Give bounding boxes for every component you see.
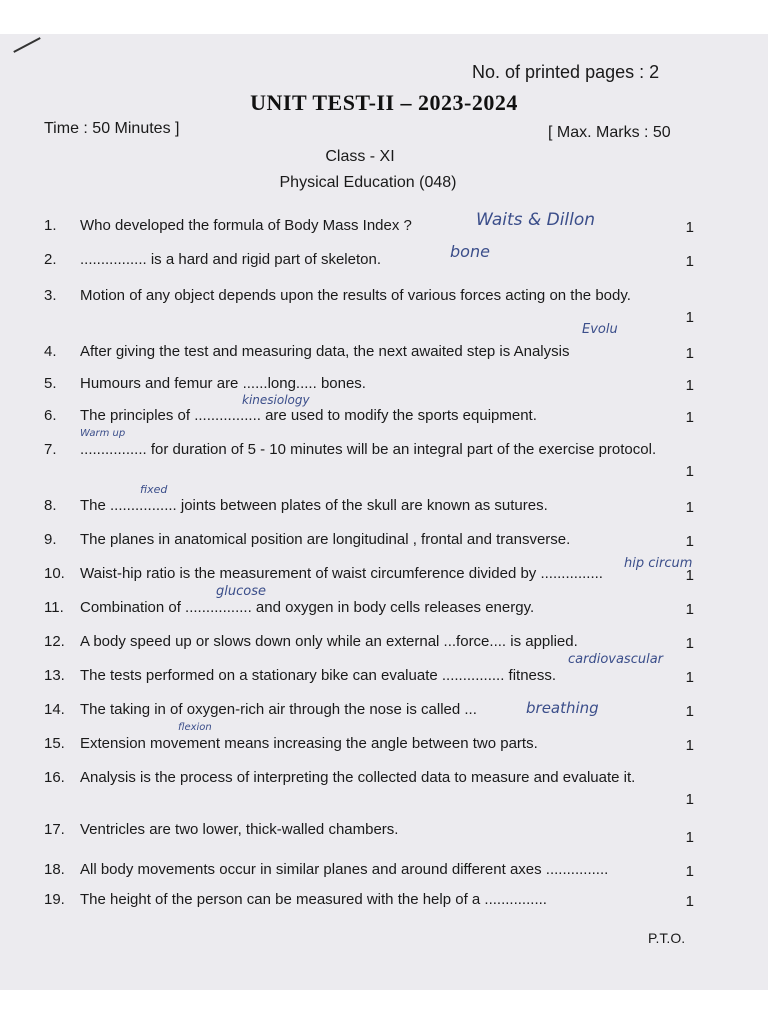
question-marks: 1 xyxy=(685,791,694,808)
question-number: 5. xyxy=(44,375,57,392)
question-text: The planes in anatomical position are longitudinal , frontal and transverse. xyxy=(80,531,571,548)
question-marks: 1 xyxy=(685,635,694,652)
question-text: Waist-hip ratio is the measurement of waist circumference divided by ............... xyxy=(80,565,603,582)
question-marks: 1 xyxy=(685,219,694,236)
question-number: 9. xyxy=(44,531,57,548)
question-marks: 1 xyxy=(685,409,694,426)
question-marks: 1 xyxy=(685,669,694,686)
question-marks: 1 xyxy=(685,253,694,270)
question-number: 19. xyxy=(44,891,65,908)
question-number: 3. xyxy=(44,287,57,304)
class-label: Class - XI xyxy=(325,148,395,165)
printed-pages-note: No. of printed pages : 2 xyxy=(472,62,660,82)
question-marks: 1 xyxy=(685,533,694,550)
question-number: 11. xyxy=(44,599,64,616)
handwritten-answer: Evolu xyxy=(582,322,618,337)
question-marks: 1 xyxy=(685,893,694,910)
question-text: ................ is a hard and rigid part of skeleton. xyxy=(80,251,381,268)
question-marks: 1 xyxy=(685,829,694,846)
question-text: All body movements occur in similar planes and around different axes ............... xyxy=(80,861,609,878)
subject-label: Physical Education (048) xyxy=(279,174,457,191)
handwritten-answer: kinesiology xyxy=(242,393,310,407)
question-marks: 1 xyxy=(685,863,694,880)
question-number: 14. xyxy=(44,701,65,718)
question-number: 4. xyxy=(44,343,57,360)
question-text: The principles of ................ are used to modify the sports equipment. xyxy=(80,407,537,424)
question-text: The height of the person can be measured with the help of a ............... xyxy=(80,891,547,908)
question-number: 6. xyxy=(44,407,57,424)
question-marks: 1 xyxy=(685,499,694,516)
question-number: 15. xyxy=(44,735,65,752)
handwritten-answer: bone xyxy=(450,242,490,261)
question-marks: 1 xyxy=(685,601,694,618)
question-text: Combination of ................ and oxygen in body cells releases energy. xyxy=(80,599,535,616)
question-number: 18. xyxy=(44,861,65,878)
question-number: 1. xyxy=(44,217,57,234)
question-text: The tests performed on a stationary bike can evaluate ............... fitness. xyxy=(80,667,557,684)
question-text: A body speed up or slows down only while an external ...force.... is applied. xyxy=(80,633,578,650)
question-text: After giving the test and measuring data, the next awaited step is Analysis xyxy=(80,343,570,360)
handwritten-answer: Waits & Dillon xyxy=(476,210,596,230)
exam-paper xyxy=(0,34,768,990)
question-number: 16. xyxy=(44,769,65,786)
question-text: Who developed the formula of Body Mass Index ? xyxy=(80,217,412,234)
pen-mark xyxy=(13,37,40,53)
question-text: Analysis is the process of interpreting the collected data to measure and evaluate it. xyxy=(80,769,636,786)
max-marks: [ Max. Marks : 50 xyxy=(548,124,671,141)
question-number: 10. xyxy=(44,565,65,582)
question-marks: 1 xyxy=(685,463,694,480)
handwritten-answer: breathing xyxy=(526,699,599,717)
question-number: 17. xyxy=(44,821,65,838)
handwritten-answer: cardiovascular xyxy=(568,652,664,667)
handwritten-answer: Warm up xyxy=(80,428,126,439)
question-text: The ................ joints between plates of the skull are known as sutures. xyxy=(80,497,548,514)
question-number: 7. xyxy=(44,441,57,458)
question-text: Motion of any object depends upon the results of various forces acting on the body. xyxy=(80,287,631,304)
time-allowed: Time : 50 Minutes ] xyxy=(44,120,180,137)
question-marks: 1 xyxy=(685,567,694,584)
question-marks: 1 xyxy=(685,703,694,720)
question-text: Humours and femur are ......long..... bones. xyxy=(80,375,366,392)
handwritten-answer: glucose xyxy=(216,584,266,599)
question-text: Extension movement means increasing the angle between two parts. xyxy=(80,735,538,752)
question-text: The taking in of oxygen-rich air through the nose is called ... xyxy=(80,701,477,718)
handwritten-answer: flexion xyxy=(178,722,212,733)
question-marks: 1 xyxy=(685,345,694,362)
question-number: 2. xyxy=(44,251,57,268)
question-number: 13. xyxy=(44,667,65,684)
question-text: ................ for duration of 5 - 10 minutes will be an integral part of the exercise protocol. xyxy=(80,441,657,458)
question-text: Ventricles are two lower, thick-walled chambers. xyxy=(80,821,399,838)
paper-title: UNIT TEST-II – 2023-2024 xyxy=(250,90,518,115)
question-marks: 1 xyxy=(685,309,694,326)
question-marks: 1 xyxy=(685,377,694,394)
handwritten-answer: hip circum xyxy=(624,556,693,571)
question-number: 12. xyxy=(44,633,65,650)
question-marks: 1 xyxy=(685,737,694,754)
question-number: 8. xyxy=(44,497,57,514)
please-turn-over: P.T.O. xyxy=(648,930,686,946)
handwritten-answer: fixed xyxy=(140,483,168,496)
